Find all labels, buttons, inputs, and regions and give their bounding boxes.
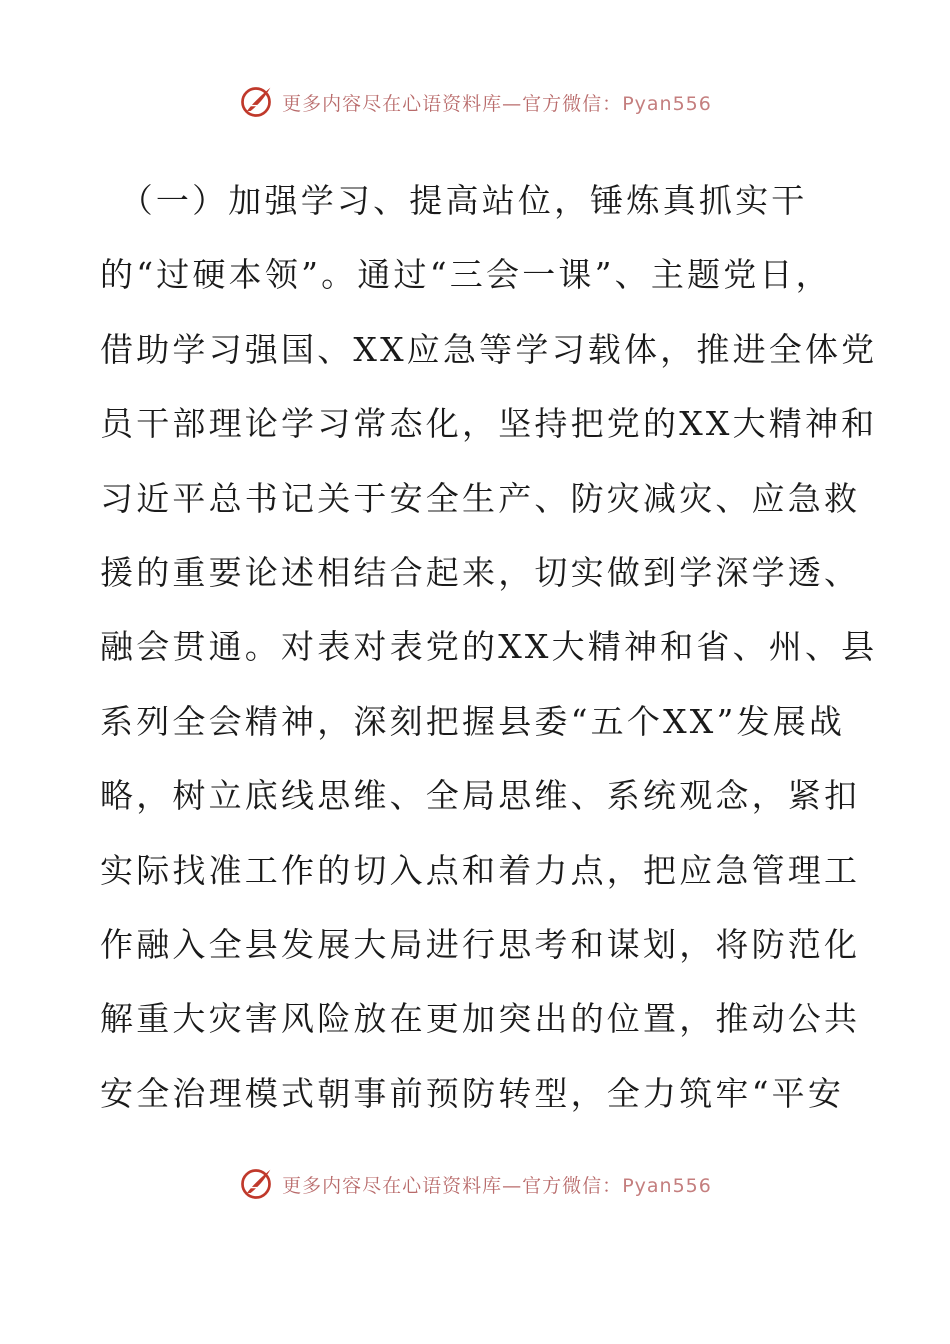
quill-circle-logo-icon bbox=[238, 1166, 274, 1202]
banner-separator: — bbox=[502, 1174, 523, 1197]
body-line: 作融入全县发展大局进行思考和谋划，将防范化 bbox=[100, 924, 861, 964]
banner-text bbox=[282, 1171, 712, 1198]
document-body bbox=[100, 164, 878, 1131]
body-line: 略，树立底线思维、全局思维、系统观念，紧扣 bbox=[100, 776, 861, 816]
banner-main-text: 更多内容尽在心语资料库 bbox=[282, 1174, 503, 1197]
body-line: 习近平总书记关于安全生产、防灾减灾、应急救 bbox=[100, 478, 861, 518]
banner-wechat-id: Pyan556 bbox=[622, 1174, 712, 1197]
banner-wechat-label: 官方微信： bbox=[522, 1174, 623, 1197]
banner-main-text: 更多内容尽在心语资料库 bbox=[282, 92, 503, 115]
banner-separator: — bbox=[502, 92, 523, 115]
banner-wechat-id: Pyan556 bbox=[622, 92, 712, 115]
banner-text bbox=[282, 89, 712, 116]
body-line: 安全治理模式朝事前预防转型，全力筑牢“平安 bbox=[100, 1073, 845, 1113]
body-line: 解重大灾害风险放在更加突出的位置，推动公共 bbox=[100, 999, 861, 1039]
banner-wechat-label: 官方微信： bbox=[522, 92, 623, 115]
body-line: 员干部理论学习常态化，坚持把党的XX大精神和 bbox=[100, 404, 878, 444]
body-line: 实际找准工作的切入点和着力点，把应急管理工 bbox=[100, 850, 861, 890]
body-line: 借助学习强国、XX应急等学习载体，推进全体党 bbox=[100, 329, 878, 369]
body-line: 援的重要论述相结合起来，切实做到学深学透、 bbox=[100, 552, 861, 592]
quill-circle-logo-icon bbox=[238, 84, 274, 120]
header-banner bbox=[0, 78, 950, 126]
footer-banner bbox=[0, 1160, 950, 1208]
body-line: 的“过硬本领”。通过“三会一课”、主题党日， bbox=[100, 255, 832, 295]
body-line: 系列全会精神，深刻把握县委“五个XX”发展战 bbox=[100, 701, 846, 741]
body-line: 融会贯通。对表对表党的XX大精神和省、州、县 bbox=[100, 627, 878, 667]
body-line: （一）加强学习、提高站位，锤炼真抓实干 bbox=[100, 181, 808, 220]
